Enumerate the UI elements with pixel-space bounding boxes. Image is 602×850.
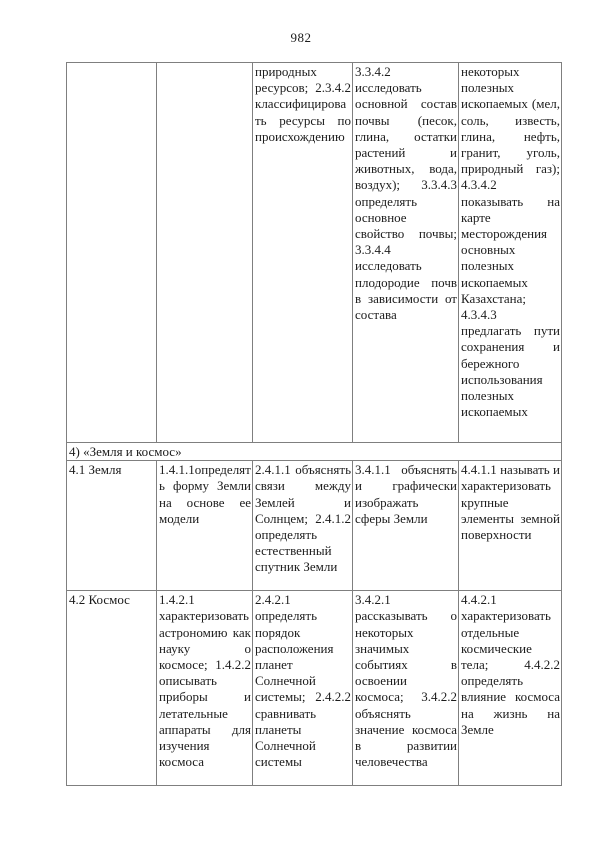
cell-cont-grade3: 3.3.4.2 исследовать основной состав почвы (песок, глина, остатки растений и животных, вода, воздух); 3.3.4.3 определять основное свойство почвы; 3.3.4.4 исследовать плодородие почв в зависимости от состава xyxy=(353,63,459,443)
section-header-zemlya-i-kosmos: 4) «Земля и космос» xyxy=(67,443,562,461)
cell-cont-grade1 xyxy=(157,63,253,443)
cell-zemlya-grade3: 3.4.1.1 объяснять и графически изображать сферы Земли xyxy=(353,461,459,591)
curriculum-objectives-table xyxy=(66,62,562,786)
cell-zemlya-topic: 4.1 Земля xyxy=(67,461,157,591)
cell-cont-grade4: некоторых полезных ископаемых (мел, соль, известь, глина, нефть, гранит, уголь, природный газ); 4.3.4.2 показывать на карте месторождения основных полезных ископаемых Казахстана; 4.3.4.3 предлагать пути сохранения и бережного использования полезных ископаемых xyxy=(459,63,562,443)
table-row-section-header xyxy=(67,443,562,461)
page-number: 982 xyxy=(290,30,312,45)
cell-cont-topic xyxy=(67,63,157,443)
cell-kosmos-grade4: 4.4.2.1 характеризовать отдельные космические тела; 4.4.2.2 определять влияние космоса на жизнь на Земле xyxy=(459,591,562,786)
cell-zemlya-grade2: 2.4.1.1 объяснять связи между Землей и Солнцем; 2.4.1.2 определять естественный спутник Земли xyxy=(253,461,353,591)
table-row-zemlya xyxy=(67,461,562,591)
cell-kosmos-grade3: 3.4.2.1 рассказывать о некоторых значимых событиях в освоении космоса; 3.4.2.2 объяснять значение космоса в развитии человечества xyxy=(353,591,459,786)
table-row-continuation xyxy=(67,63,562,443)
table-row-kosmos xyxy=(67,591,562,786)
cell-zemlya-grade4: 4.4.1.1 называть и характеризовать крупные элементы земной поверхности xyxy=(459,461,562,591)
cell-kosmos-grade2: 2.4.2.1 определять порядок расположения планет Солнечной системы; 2.4.2.2 сравнивать планеты Солнечной системы xyxy=(253,591,353,786)
cell-zemlya-grade1: 1.4.1.1определять форму Земли на основе ее модели xyxy=(157,461,253,591)
cell-cont-grade2: природных ресурсов; 2.3.4.2 классифицировать ресурсы по происхождению xyxy=(253,63,353,443)
cell-kosmos-topic: 4.2 Космос xyxy=(67,591,157,786)
cell-kosmos-grade1: 1.4.2.1 характеризовать астрономию как науку о космосе; 1.4.2.2 описывать приборы и летательные аппараты для изучения космоса xyxy=(157,591,253,786)
